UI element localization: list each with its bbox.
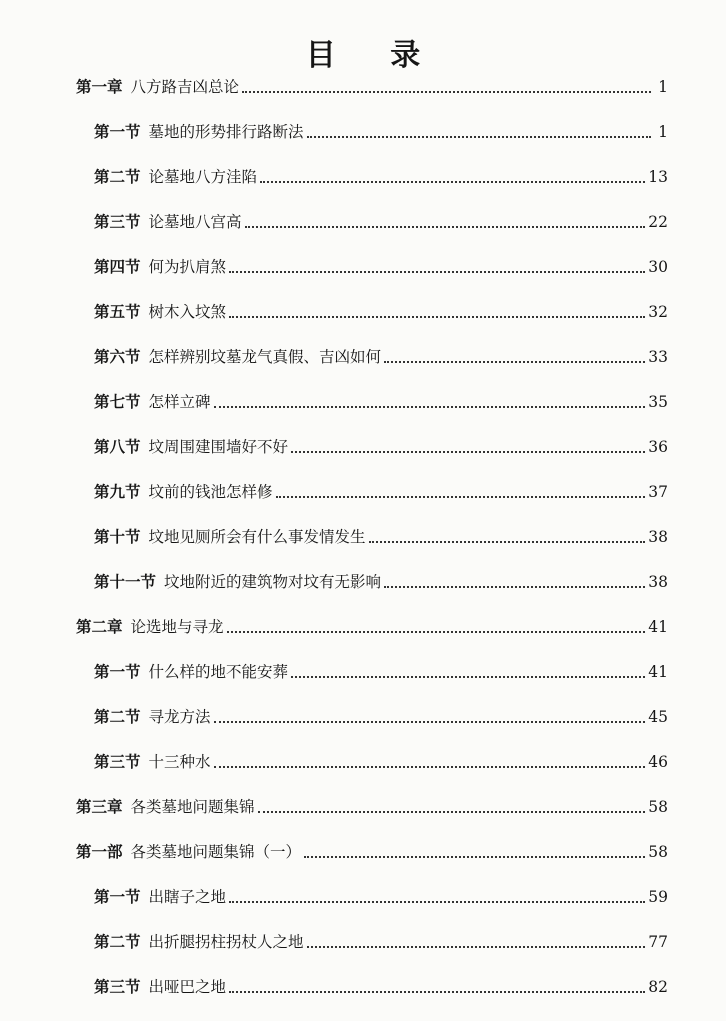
entry-title: 寻龙方法 bbox=[148, 708, 211, 726]
leader-dots bbox=[214, 721, 646, 723]
leader-dots bbox=[384, 361, 645, 363]
entry-number: 第二节 bbox=[94, 932, 141, 951]
toc-entry bbox=[94, 255, 668, 279]
entry-title: 各类墓地问题集锦（一） bbox=[130, 843, 302, 861]
entry-number: 第一节 bbox=[94, 662, 141, 681]
toc-entry bbox=[94, 525, 668, 549]
toc-entry bbox=[94, 570, 668, 594]
entry-page: 1 bbox=[658, 78, 668, 96]
entry-number: 第八节 bbox=[94, 437, 141, 456]
toc-entry bbox=[76, 840, 668, 864]
entry-page: 1 bbox=[658, 123, 668, 141]
entry-number: 第九节 bbox=[94, 482, 141, 501]
entry-page: 59 bbox=[648, 888, 668, 906]
entry-title: 坟周围建围墙好不好 bbox=[148, 438, 289, 456]
toc-entry bbox=[94, 975, 668, 999]
entry-title: 怎样辨别坟墓龙气真假、吉凶如何 bbox=[148, 348, 382, 366]
entry-number: 第一节 bbox=[94, 122, 141, 141]
leader-dots bbox=[245, 226, 646, 228]
entry-title: 论选地与寻龙 bbox=[130, 618, 224, 636]
leader-dots bbox=[307, 946, 646, 948]
toc-entry bbox=[94, 165, 668, 189]
entry-page: 33 bbox=[648, 348, 668, 366]
entry-title: 各类墓地问题集锦 bbox=[130, 798, 255, 816]
entry-page: 46 bbox=[648, 753, 668, 771]
entry-page: 82 bbox=[648, 978, 668, 996]
entry-number: 第一部 bbox=[76, 842, 123, 861]
leader-dots bbox=[227, 631, 646, 633]
entry-page: 13 bbox=[648, 168, 668, 186]
leader-dots bbox=[276, 496, 646, 498]
leader-dots bbox=[291, 676, 645, 678]
leader-dots bbox=[384, 586, 645, 588]
entry-number: 第二节 bbox=[94, 167, 141, 186]
toc-entry bbox=[94, 435, 668, 459]
entry-page: 38 bbox=[648, 573, 668, 591]
entry-number: 第三节 bbox=[94, 212, 141, 231]
entry-title: 何为扒肩煞 bbox=[148, 258, 227, 276]
leader-dots bbox=[260, 181, 645, 183]
toc-entry bbox=[94, 300, 668, 324]
entry-number: 第七节 bbox=[94, 392, 141, 411]
entry-number: 第四节 bbox=[94, 257, 141, 276]
entry-title: 坟地附近的建筑物对坟有无影响 bbox=[164, 573, 382, 591]
entry-number: 第三节 bbox=[94, 752, 141, 771]
entry-title: 论墓地八宫高 bbox=[148, 213, 242, 231]
entry-page: 41 bbox=[648, 618, 668, 636]
entry-number: 第五节 bbox=[94, 302, 141, 321]
leader-dots bbox=[229, 901, 645, 903]
page-title: 目 录 bbox=[305, 38, 443, 73]
toc-entry bbox=[94, 390, 668, 414]
entry-number: 第三节 bbox=[94, 977, 141, 996]
entry-page: 32 bbox=[648, 303, 668, 321]
entry-title: 出瞎子之地 bbox=[148, 888, 227, 906]
entry-title: 论墓地八方洼陷 bbox=[148, 168, 258, 186]
entry-page: 58 bbox=[648, 843, 668, 861]
entry-title: 怎样立碑 bbox=[148, 393, 211, 411]
entry-title: 树木入坟煞 bbox=[148, 303, 227, 321]
entry-page: 77 bbox=[648, 933, 668, 951]
toc-entry bbox=[76, 75, 668, 99]
entry-page: 38 bbox=[648, 528, 668, 546]
toc-entry bbox=[94, 930, 668, 954]
entry-number: 第一节 bbox=[94, 887, 141, 906]
leader-dots bbox=[291, 451, 645, 453]
entry-number: 第十一节 bbox=[94, 572, 157, 591]
entry-title: 什么样的地不能安葬 bbox=[148, 663, 289, 681]
toc-entry bbox=[94, 345, 668, 369]
leader-dots bbox=[214, 766, 646, 768]
entry-page: 30 bbox=[648, 258, 668, 276]
entry-title: 坟前的钱池怎样修 bbox=[148, 483, 273, 501]
entry-number: 第三章 bbox=[76, 797, 123, 816]
entry-page: 35 bbox=[648, 393, 668, 411]
leader-dots bbox=[369, 541, 646, 543]
leader-dots bbox=[229, 991, 645, 993]
toc-entry bbox=[94, 480, 668, 504]
entry-title: 坟地见厕所会有什么事发情发生 bbox=[148, 528, 366, 546]
toc-entry bbox=[76, 795, 668, 819]
toc-entry bbox=[94, 750, 668, 774]
entry-number: 第二节 bbox=[94, 707, 141, 726]
entry-number: 第十节 bbox=[94, 527, 141, 546]
leader-dots bbox=[214, 406, 646, 408]
toc-entry bbox=[94, 705, 668, 729]
toc-entry bbox=[94, 120, 668, 144]
leader-dots bbox=[258, 811, 646, 813]
entry-page: 22 bbox=[648, 213, 668, 231]
toc-entry bbox=[76, 615, 668, 639]
leader-dots bbox=[229, 316, 645, 318]
entry-number: 第六节 bbox=[94, 347, 141, 366]
entry-title: 八方路吉凶总论 bbox=[130, 78, 240, 96]
entry-page: 58 bbox=[648, 798, 668, 816]
entry-title: 出哑巴之地 bbox=[148, 978, 227, 996]
entry-page: 36 bbox=[648, 438, 668, 456]
leader-dots bbox=[229, 271, 645, 273]
toc-entry bbox=[94, 885, 668, 909]
leader-dots bbox=[242, 91, 651, 93]
entry-title: 墓地的形势排行路断法 bbox=[148, 123, 304, 141]
entry-title: 十三种水 bbox=[148, 753, 211, 771]
leader-dots bbox=[307, 136, 651, 138]
entry-page: 45 bbox=[648, 708, 668, 726]
entry-number: 第二章 bbox=[76, 617, 123, 636]
entry-title: 出折腿拐柱拐杖人之地 bbox=[148, 933, 304, 951]
entry-number: 第一章 bbox=[76, 77, 123, 96]
entry-page: 41 bbox=[648, 663, 668, 681]
toc-entry bbox=[94, 660, 668, 684]
toc-entry bbox=[94, 210, 668, 234]
entry-page: 37 bbox=[648, 483, 668, 501]
leader-dots bbox=[304, 856, 645, 858]
